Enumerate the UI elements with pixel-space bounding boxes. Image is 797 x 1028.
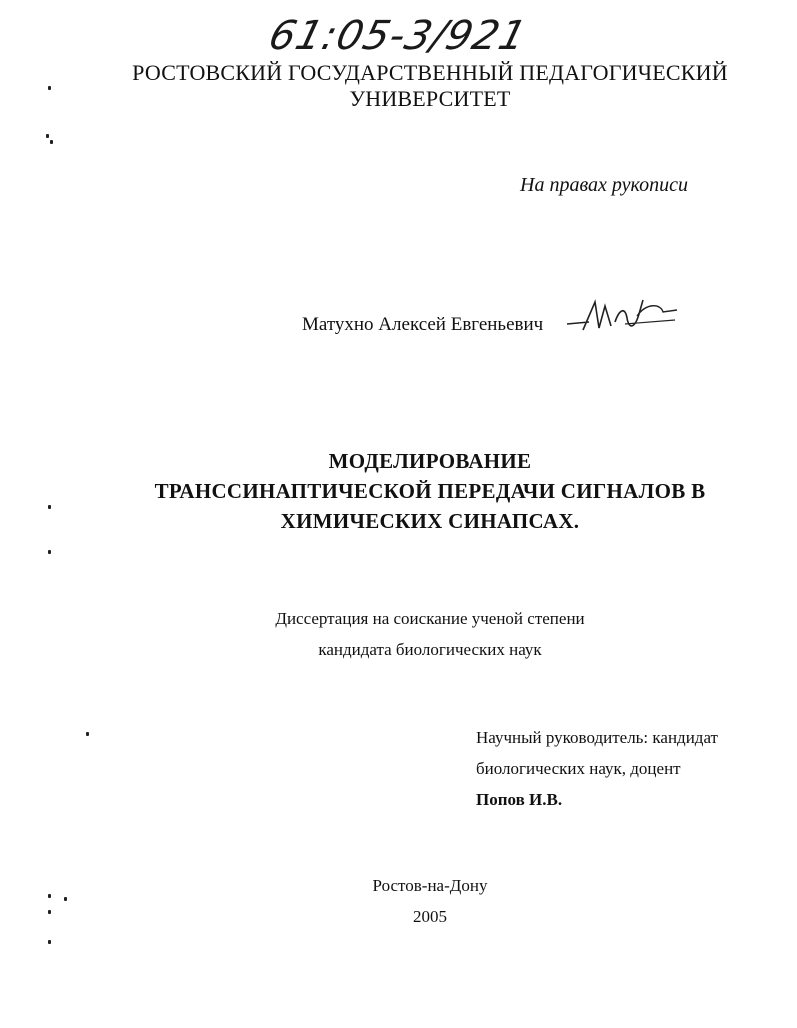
university-line-1: РОСТОВСКИЙ ГОСУДАРСТВЕННЫЙ ПЕДАГОГИЧЕСКИЙ [132, 60, 728, 85]
scan-speck [48, 86, 51, 90]
degree-statement [80, 603, 780, 665]
scan-speck [46, 134, 49, 138]
supervisor-line-1: Научный руководитель: кандидат [476, 728, 718, 747]
supervisor-block [476, 722, 718, 815]
supervisor-line-2: биологических наук, доцент [476, 759, 681, 778]
author-name: Матухно Алексей Евгеньевич [302, 314, 544, 335]
scan-speck [48, 894, 51, 898]
scan-speck [48, 940, 51, 944]
imprint [80, 870, 780, 932]
scan-speck [48, 910, 51, 914]
scan-speck [64, 897, 67, 901]
degree-line-1: Диссертация на соискание ученой степени [275, 609, 585, 628]
degree-line-2: кандидата биологических наук [318, 640, 542, 659]
title-line-1: МОДЕЛИРОВАНИЕ [328, 449, 532, 473]
author-signature [565, 292, 680, 344]
dissertation-title [80, 446, 780, 536]
scan-speck [48, 505, 51, 509]
archive-stamp-text: 61:05-3/921 [264, 13, 532, 59]
city: Ростов-на-Дону [372, 876, 488, 895]
university-line-2: УНИВЕРСИТЕТ [349, 86, 511, 111]
scan-speck [50, 140, 53, 144]
supervisor-name: Попов И.В. [476, 790, 563, 809]
title-line-3: ХИМИЧЕСКИХ СИНАПСАХ. [280, 509, 580, 533]
scan-speck [48, 550, 51, 554]
title-line-2: ТРАНССИНАПТИЧЕСКОЙ ПЕРЕДАЧИ СИГНАЛОВ В [154, 479, 706, 503]
year: 2005 [413, 907, 447, 926]
manuscript-rights: На правах рукописи [520, 174, 688, 196]
university-name [60, 60, 797, 112]
scan-speck [86, 732, 89, 736]
